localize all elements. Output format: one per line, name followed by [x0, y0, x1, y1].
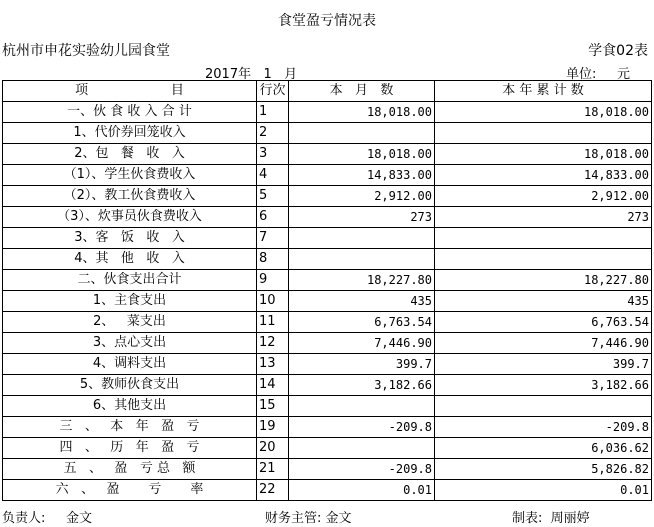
table-row — [3, 333, 652, 354]
row-line-no: 5 — [257, 186, 289, 207]
form-number: 学食02表 — [588, 43, 648, 59]
row-ytd-value: 0.01 — [435, 480, 652, 501]
row-ytd-value: 3,182.66 — [435, 375, 652, 396]
row-item: 三 、 本 年 盈 亏 — [3, 417, 257, 438]
row-month-value — [289, 123, 435, 144]
row-ytd-value — [435, 249, 652, 270]
row-item: 6、其他支出 — [3, 396, 257, 417]
row-ytd-value: 273 — [435, 207, 652, 228]
row-item: 四 、 历 年 盈 亏 — [3, 438, 257, 459]
row-item: （3）、炊事员伙食费收入 — [3, 207, 257, 228]
row-line-no: 3 — [257, 144, 289, 165]
footer-finance: 财务主管: 金文 — [265, 511, 352, 526]
row-line-no: 12 — [257, 333, 289, 354]
row-item: （2）、教工伙食费收入 — [3, 186, 257, 207]
row-ytd-value: 7,446.90 — [435, 333, 652, 354]
row-line-no: 7 — [257, 228, 289, 249]
table-row — [3, 249, 652, 270]
row-month-value: 18,227.80 — [289, 270, 435, 291]
row-month-value — [289, 396, 435, 417]
table-row — [3, 354, 652, 375]
row-month-value: 6,763.54 — [289, 312, 435, 333]
row-ytd-value: 18,018.00 — [435, 102, 652, 123]
row-month-value: 399.7 — [289, 354, 435, 375]
row-item: 五 、 盈 亏 总 额 — [3, 459, 257, 480]
row-month-value: 3,182.66 — [289, 375, 435, 396]
report-title: 食堂盈亏情况表 — [278, 13, 376, 29]
table-row — [3, 207, 652, 228]
row-month-value: -209.8 — [289, 459, 435, 480]
row-line-no: 21 — [257, 459, 289, 480]
row-line-no: 2 — [257, 123, 289, 144]
header-ytd: 本 年 累 计 数 — [435, 81, 652, 102]
row-ytd-value: -209.8 — [435, 417, 652, 438]
row-line-no: 11 — [257, 312, 289, 333]
table-row — [3, 270, 652, 291]
row-ytd-value: 18,018.00 — [435, 144, 652, 165]
row-ytd-value: 399.7 — [435, 354, 652, 375]
row-line-no: 10 — [257, 291, 289, 312]
row-month-value: 435 — [289, 291, 435, 312]
profit-loss-table — [2, 80, 652, 501]
row-item: 六 、 盈 亏 率 — [3, 480, 257, 501]
row-ytd-value: 14,833.00 — [435, 165, 652, 186]
table-row — [3, 228, 652, 249]
row-month-value: 2,912.00 — [289, 186, 435, 207]
row-month-value — [289, 249, 435, 270]
row-item: 一、伙 食 收 入 合 计 — [3, 102, 257, 123]
footer-prepared: 制表: 周丽婷 — [512, 511, 590, 526]
row-line-no: 15 — [257, 396, 289, 417]
row-item: 2、 菜支出 — [3, 312, 257, 333]
row-ytd-value: 6,763.54 — [435, 312, 652, 333]
report-period: 2017年 1 月 — [205, 67, 298, 82]
table-row — [3, 165, 652, 186]
row-item: （1）、学生伙食费收入 — [3, 165, 257, 186]
row-ytd-value — [435, 123, 652, 144]
row-ytd-value: 435 — [435, 291, 652, 312]
currency-unit: 单位: 元 — [566, 67, 631, 82]
row-item: 4、调料支出 — [3, 354, 257, 375]
row-month-value: 18,018.00 — [289, 144, 435, 165]
row-item: 1、主食支出 — [3, 291, 257, 312]
table-row — [3, 438, 652, 459]
table-row — [3, 375, 652, 396]
table-row — [3, 396, 652, 417]
row-month-value: 0.01 — [289, 480, 435, 501]
table-row — [3, 459, 652, 480]
table-row — [3, 186, 652, 207]
table-row — [3, 102, 652, 123]
row-line-no: 22 — [257, 480, 289, 501]
row-ytd-value — [435, 228, 652, 249]
table-row — [3, 480, 652, 501]
row-item: 二、伙食支出合计 — [3, 270, 257, 291]
row-ytd-value: 5,826.82 — [435, 459, 652, 480]
table-row — [3, 144, 652, 165]
row-month-value: 273 — [289, 207, 435, 228]
row-line-no: 19 — [257, 417, 289, 438]
row-item: 1、代价券回笼收入 — [3, 123, 257, 144]
row-item: 4、其 他 收 入 — [3, 249, 257, 270]
row-month-value: 7,446.90 — [289, 333, 435, 354]
row-month-value: 18,018.00 — [289, 102, 435, 123]
table-row — [3, 417, 652, 438]
row-item: 5、教师伙食支出 — [3, 375, 257, 396]
organization-name: 杭州市申花实验幼儿园食堂 — [2, 43, 170, 59]
row-ytd-value — [435, 396, 652, 417]
row-line-no: 13 — [257, 354, 289, 375]
row-item: 2、包 餐 收 入 — [3, 144, 257, 165]
header-line-no: 行次 — [257, 81, 289, 102]
row-line-no: 1 — [257, 102, 289, 123]
row-item: 3、点心支出 — [3, 333, 257, 354]
row-ytd-value: 6,036.62 — [435, 438, 652, 459]
row-month-value: -209.8 — [289, 417, 435, 438]
header-month: 本 月 数 — [289, 81, 435, 102]
row-line-no: 4 — [257, 165, 289, 186]
table-header-row — [3, 81, 652, 102]
row-line-no: 8 — [257, 249, 289, 270]
row-line-no: 20 — [257, 438, 289, 459]
table-row — [3, 312, 652, 333]
row-month-value — [289, 438, 435, 459]
footer-leader: 负责人: 金文 — [2, 511, 93, 526]
row-line-no: 9 — [257, 270, 289, 291]
row-line-no: 6 — [257, 207, 289, 228]
table-row — [3, 123, 652, 144]
row-ytd-value: 18,227.80 — [435, 270, 652, 291]
row-item: 3、客 饭 收 入 — [3, 228, 257, 249]
header-item: 项 目 — [3, 81, 257, 102]
table-row — [3, 291, 652, 312]
row-month-value: 14,833.00 — [289, 165, 435, 186]
row-month-value — [289, 228, 435, 249]
row-line-no: 14 — [257, 375, 289, 396]
row-ytd-value: 2,912.00 — [435, 186, 652, 207]
